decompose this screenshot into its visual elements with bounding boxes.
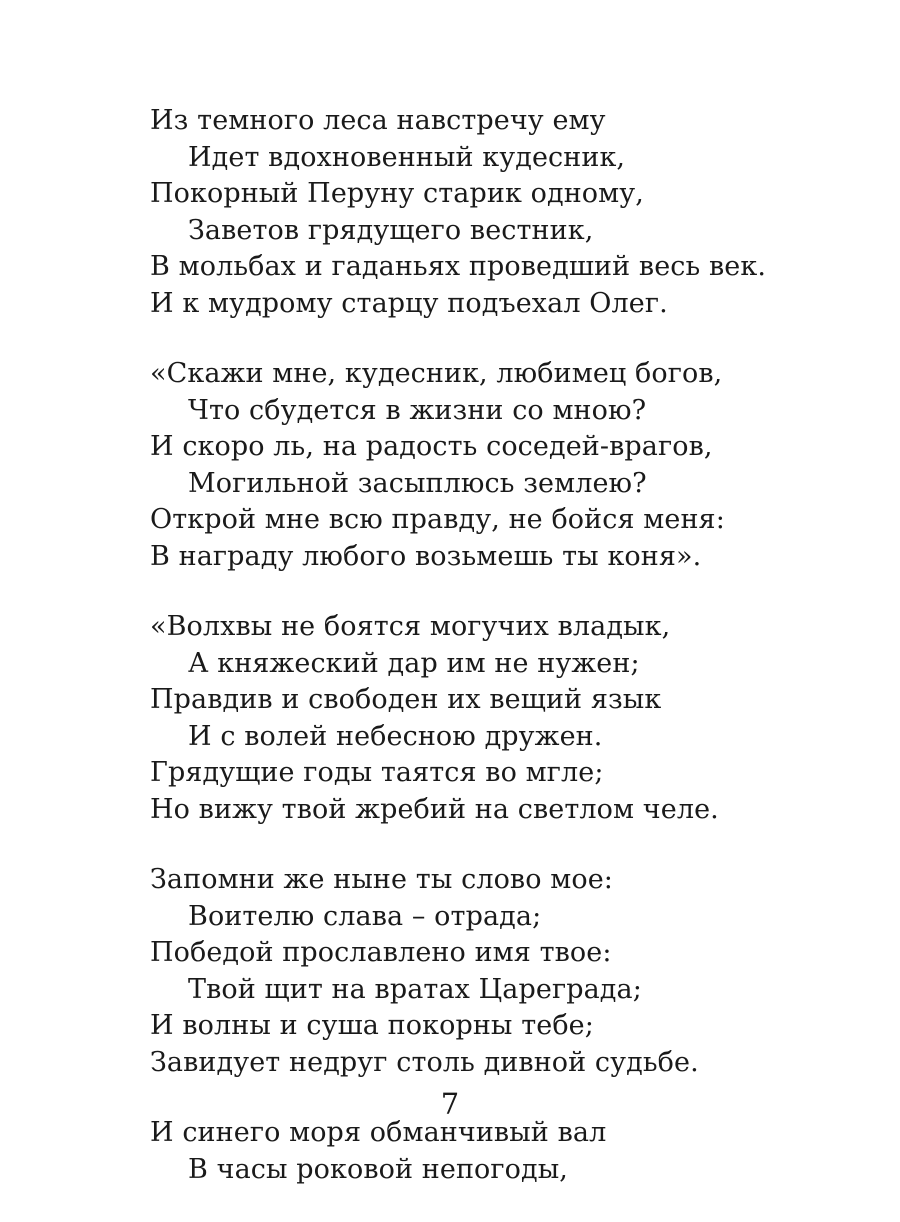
poem-line: И волны и суша покорны тебе;: [150, 1010, 594, 1041]
poem-line: Идет вдохновенный кудесник,: [188, 141, 626, 173]
stanza-4: [150, 862, 850, 1081]
poem-line: А княжеский дар им не нужен;: [188, 647, 640, 679]
poem-line: Воителю слава – отрада;: [188, 900, 542, 932]
stanza-2: [150, 356, 850, 575]
poem-line: И с волей небесною дружен.: [188, 720, 603, 752]
poem-line: Завидует недруг столь дивной судьбе.: [150, 1046, 699, 1078]
poem-text: [150, 103, 850, 1222]
poem-line: Из темного леса навстречу ему: [150, 105, 606, 136]
poem-line: Заветов грядущего вестник,: [188, 214, 594, 246]
poem-line: Что сбудется в жизни со мною?: [188, 394, 647, 426]
poem-line: Открой мне всю правду, не бойся меня:: [150, 504, 725, 535]
poem-line: Грядущие годы таятся во мгле;: [150, 757, 604, 788]
poem-line: «Волхвы не боятся могучих владык,: [150, 611, 671, 642]
poem-line: Покорный Перуну старик одному,: [150, 178, 644, 209]
poem-line: Твой щит на вратах Цареграда;: [188, 973, 642, 1005]
poem-line: И скоро ль, на радость соседей-врагов,: [150, 431, 713, 462]
poem-line: Но вижу твой жребий на светлом челе.: [150, 793, 719, 825]
poem-line: Победой прославлено имя твое:: [150, 937, 612, 968]
poem-line: И к мудрому старцу подъехал Олег.: [150, 287, 668, 319]
page-number: 7: [440, 1087, 460, 1121]
stanza-5: [150, 1115, 850, 1188]
poem-line: В награду любого возьмешь ты коня».: [150, 540, 702, 572]
poem-line: Могильной засыплюсь землею?: [188, 467, 647, 499]
poem-line: Правдив и свободен их вещий язык: [150, 684, 662, 715]
stanza-1: [150, 103, 850, 322]
poem-line: Запомни же ныне ты слово мое:: [150, 864, 613, 895]
poem-line: «Скажи мне, кудесник, любимец богов,: [150, 358, 723, 389]
poem-line: И синего моря обманчивый вал: [150, 1117, 607, 1148]
poem-line: В часы роковой непогоды,: [188, 1153, 568, 1185]
poem-line: В мольбах и гаданьях проведший весь век.: [150, 251, 767, 282]
stanza-3: [150, 609, 850, 828]
